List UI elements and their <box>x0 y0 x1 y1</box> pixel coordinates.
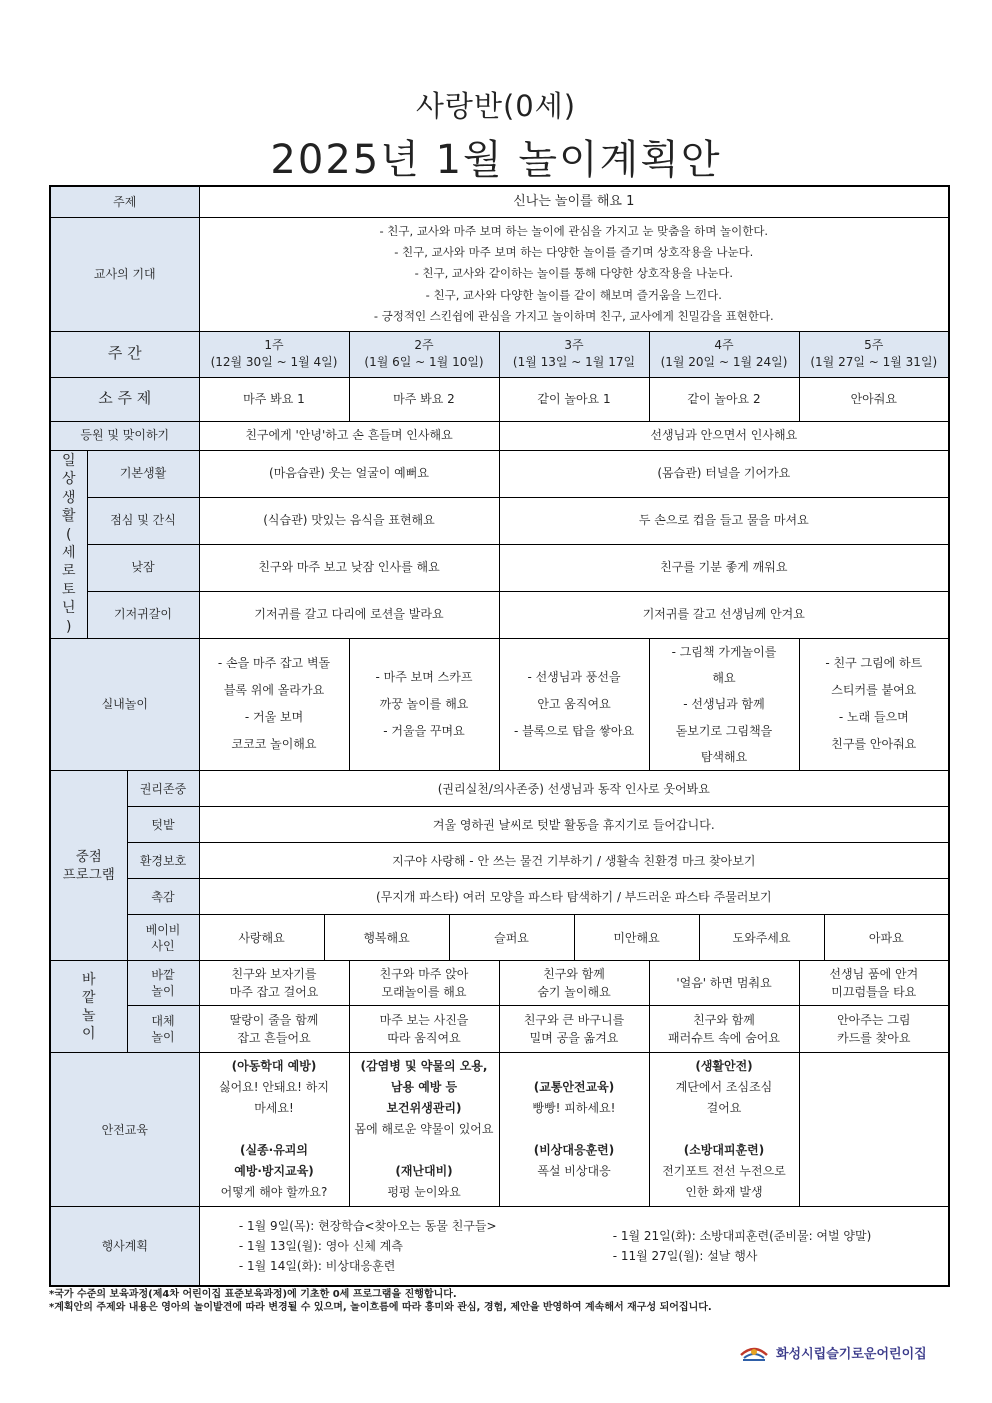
outside-cell <box>199 961 349 1006</box>
alternative-line: 딸랑이 줄을 함께 <box>229 1012 319 1027</box>
focus-rights-value: (권리실천/의사존중) 선생님과 동작 인사로 웃어봐요 <box>199 771 949 807</box>
daily-cell: 기저귀를 갈고 다리에 로션을 발라요 <box>199 591 499 638</box>
expectations-list <box>199 217 949 331</box>
expectation-item: - 친구, 교사와 다양한 놀이를 같이 해보며 즐거움을 느낀다. <box>425 287 722 302</box>
focus-group-line: 프로그램 <box>62 866 115 883</box>
footnote: *계획안의 주제와 내용은 영아의 놀이발견에 따라 변경될 수 있으며, 놀이흐름에 따라 흥미와 관심, 경험, 제안을 반영하여 계속해서 재구성 되어집니다. <box>49 1302 712 1313</box>
greeting-cell: 선생님과 안으면서 인사해요 <box>499 421 949 450</box>
focus-environment-value: 지구야 사랑해 - 안 쓰는 물건 기부하기 / 생활속 친환경 마크 찾아보기 <box>199 843 949 879</box>
events-content <box>199 1207 949 1286</box>
alternative-cell <box>499 1006 649 1053</box>
outdoor-group-char: 바 <box>81 971 96 988</box>
events-label: 행사계획 <box>50 1207 199 1286</box>
week-range: (1월 20일 ~ 1월 24일) <box>660 355 788 369</box>
week-name: 2주 <box>414 337 434 352</box>
outside-cell <box>499 961 649 1006</box>
daily-group-char: ( <box>66 526 72 543</box>
daily-group-label <box>50 450 87 638</box>
subtheme-cell: 같이 놀아요 1 <box>499 377 649 421</box>
indoor-line: - 선생님과 풍선을 <box>527 669 621 684</box>
indoor-line: 코코코 놀이해요 <box>231 737 317 752</box>
safety-line: (비상대응훈련) <box>533 1143 615 1158</box>
greeting-label: 등원 및 맞이하기 <box>50 421 199 450</box>
safety-line: (재난대비) <box>395 1164 453 1179</box>
safety-line: 보건위생관리) <box>386 1101 462 1116</box>
alternative-cell <box>799 1006 949 1053</box>
safety-cell <box>349 1053 499 1207</box>
outdoor-group-char: 깥 <box>81 989 96 1006</box>
daily-row-label: 낮잠 <box>87 544 199 591</box>
safety-cell <box>799 1053 949 1207</box>
daily-cell: 친구와 마주 보고 낮잠 인사를 해요 <box>199 544 499 591</box>
expectation-item: - 긍정적인 스킨쉽에 관심을 가지고 놀이하며 친구, 교사에게 친밀감을 표현한다. <box>373 308 774 323</box>
safety-line <box>502 1119 647 1140</box>
focus-garden-value: 겨울 영하권 날씨로 텃밭 활동을 휴지기로 들어갑니다. <box>199 807 949 843</box>
outside-label-line: 바깥 <box>151 968 175 983</box>
outside-cell <box>649 961 799 1006</box>
alternative-line: 패러슈트 속에 숨어요 <box>668 1031 780 1046</box>
footnote: *국가 수준의 보육과정(제4차 어린이집 표준보육과정)에 기초한 0세 프로그램을 진행합니다. <box>49 1289 457 1300</box>
subtheme-cell: 마주 봐요 1 <box>199 377 349 421</box>
subtheme-cell: 같이 놀아요 2 <box>649 377 799 421</box>
subthemes-label: 소 주 제 <box>50 377 199 421</box>
indoor-line: 해요 <box>712 670 736 685</box>
alternative-line: 마주 보는 사진을 <box>379 1012 469 1027</box>
alternative-line: 친구와 함께 <box>693 1012 755 1027</box>
outside-line: 모래놀이를 해요 <box>381 985 467 1000</box>
indoor-line: 블록 위에 올라가요 <box>223 683 325 698</box>
safety-line: 걸어요 <box>706 1101 742 1116</box>
expectation-item: - 친구, 교사와 같이하는 놀이를 통해 다양한 상호작용을 나눈다. <box>414 266 733 281</box>
safety-cell <box>499 1053 649 1207</box>
daycare-name: 화성시립슬기로운어린이집 <box>776 1346 927 1362</box>
indoor-line: 탐색해요 <box>700 750 748 765</box>
daily-group-char: 일 <box>61 452 76 469</box>
daily-cell: (몸습관) 터널을 기어가요 <box>499 450 949 497</box>
safety-line <box>202 1119 347 1140</box>
daily-group-char: 활 <box>61 508 76 525</box>
class-name: 사랑반(0세) <box>415 89 577 123</box>
daily-cell: 친구를 기분 좋게 깨워요 <box>499 544 949 591</box>
daily-cell: (식습관) 맛있는 음식을 표현해요 <box>199 497 499 544</box>
weeks-label: 주 간 <box>50 331 199 377</box>
daily-row-label: 점심 및 간식 <box>87 497 199 544</box>
safety-line: (감염병 및 약물의 오용, <box>360 1059 488 1074</box>
safety-cell <box>199 1053 349 1207</box>
event-item: - 1월 21일(화): 소방대피훈련(준비물: 여벌 양말) <box>612 1228 872 1243</box>
alternative-line: 친구와 큰 바구니를 <box>523 1012 625 1027</box>
safety-line: (소방대피훈련) <box>683 1143 765 1158</box>
indoor-line: 돋보기로 그림책을 <box>675 723 773 738</box>
alternative-cell <box>349 1006 499 1053</box>
safety-line: (아동학대 예방) <box>231 1059 317 1074</box>
daily-cell: 두 손으로 컵을 들고 물을 마셔요 <box>499 497 949 544</box>
expectation-item: - 친구, 교사와 마주 보며 하는 놀이에 관심을 가지고 눈 맞춤을 하며 놀이한다. <box>379 223 769 238</box>
outside-cell <box>349 961 499 1006</box>
week-name: 4주 <box>714 337 734 352</box>
daycare-logo <box>738 1340 927 1364</box>
week-5 <box>799 331 949 377</box>
daily-cell: (마음습관) 웃는 얼굴이 예뻐요 <box>199 450 499 497</box>
focus-group-label <box>50 771 127 961</box>
indoor-line: 안고 움직여요 <box>537 696 611 711</box>
safety-line: 전기포트 전선 누전으로 <box>662 1164 786 1179</box>
event-item: - 1월 14일(화): 비상대응훈련 <box>238 1259 396 1274</box>
event-item: - 1월 9일(목): 현장학습<찾아오는 동물 친구들> <box>238 1218 497 1233</box>
alternative-line: 안아주는 그림 <box>837 1012 911 1027</box>
alternative-cell <box>649 1006 799 1053</box>
indoor-line: 스티커를 붙여요 <box>831 683 917 698</box>
safety-line: (생활안전) <box>695 1059 753 1074</box>
focus-group-line: 중점 <box>75 848 102 865</box>
week-2 <box>349 331 499 377</box>
safety-line <box>352 1140 497 1161</box>
subtheme-cell: 안아줘요 <box>799 377 949 421</box>
alternative-cell <box>199 1006 349 1053</box>
event-item: - 11월 27일(월): 설날 행사 <box>612 1249 758 1264</box>
daily-group-char: 로 <box>61 563 76 580</box>
week-range: (1월 6일 ~ 1월 10일) <box>364 355 484 369</box>
indoor-line: - 블록으로 탑을 쌓아요 <box>513 723 635 738</box>
expectation-item: - 친구, 교사와 마주 보며 하는 다양한 놀이를 즐기며 상호작용을 나눈다. <box>394 245 754 260</box>
alternative-label-line: 대체 <box>151 1014 175 1029</box>
babysign-cell: 슬퍼요 <box>449 915 574 961</box>
daily-group-char: 닌 <box>61 600 76 617</box>
babysign-cell: 도와주세요 <box>699 915 824 961</box>
outside-line: 친구와 마주 앉아 <box>379 966 469 981</box>
indoor-line: - 거울을 꾸며요 <box>383 723 465 738</box>
safety-line: 펑펑 눈이와요 <box>387 1185 461 1200</box>
focus-rights-label: 권리존중 <box>127 771 199 807</box>
alternative-line: 잡고 흔들어요 <box>237 1031 311 1046</box>
outside-line: 친구와 함께 <box>543 966 605 981</box>
daily-group-char: 토 <box>61 581 76 598</box>
alternative-play-label <box>127 1006 199 1053</box>
week-1 <box>199 331 349 377</box>
indoor-line: 까꿍 놀이를 해요 <box>379 696 469 711</box>
daily-group-char: 세 <box>61 545 76 561</box>
focus-senses-label: 촉감 <box>127 879 199 915</box>
indoor-line: - 노래 들으며 <box>838 710 909 725</box>
outside-play-label <box>127 961 199 1006</box>
alternative-line: 따라 움직여요 <box>387 1031 461 1046</box>
safety-line: 몸에 해로운 약물이 있어요 <box>354 1122 494 1137</box>
babysign-cell: 아파요 <box>824 915 949 961</box>
indoor-line: - 그림책 가게놀이를 <box>671 644 777 659</box>
theme-value: 신나는 놀이를 해요 1 <box>199 186 949 217</box>
daily-group-char: 상 <box>61 471 76 488</box>
daily-group-char: ) <box>66 618 72 635</box>
indoor-label: 실내놀이 <box>50 638 199 771</box>
daily-row-label: 기본생활 <box>87 450 199 497</box>
indoor-cell <box>199 638 349 771</box>
alternative-line: 밀며 공을 옮겨요 <box>529 1031 619 1046</box>
safety-line: (교통안전교육) <box>533 1080 615 1095</box>
babysign-cell: 사랑해요 <box>199 915 324 961</box>
daily-group-char: 생 <box>61 489 76 506</box>
safety-line: 예방·방지교육) <box>234 1164 314 1179</box>
indoor-cell <box>799 638 949 771</box>
indoor-line: - 손을 마주 잡고 벽돌 <box>217 656 331 671</box>
play-plan-table <box>49 185 950 1287</box>
week-3 <box>499 331 649 377</box>
greeting-cell: 친구에게 '안녕'하고 손 흔들며 인사해요 <box>199 421 499 450</box>
page-title: 2025년 1월 놀이계획안 <box>270 137 722 183</box>
week-4 <box>649 331 799 377</box>
focus-babysign-label <box>127 915 199 961</box>
indoor-cell <box>649 638 799 771</box>
subtheme-cell: 마주 봐요 2 <box>349 377 499 421</box>
outdoor-group-char: 놀 <box>81 1007 96 1024</box>
expectations-label: 교사의 기대 <box>50 217 199 331</box>
indoor-cell <box>499 638 649 771</box>
outside-cell <box>799 961 949 1006</box>
outside-line: 미끄럼틀을 타요 <box>831 985 917 1000</box>
outside-line: 마주 잡고 걸어요 <box>229 985 319 1000</box>
safety-line: 계단에서 조심조심 <box>675 1080 773 1095</box>
safety-line <box>652 1119 797 1140</box>
safety-line: 싫어요! 안돼요! 하지 <box>219 1080 329 1095</box>
safety-line: 인한 화재 발생 <box>685 1185 763 1200</box>
babysign-cell: 미안해요 <box>574 915 699 961</box>
safety-line: (실종·유괴의 <box>239 1143 308 1158</box>
daily-row-label: 기저귀갈이 <box>87 591 199 638</box>
outside-line: 숨기 놀이해요 <box>537 985 611 1000</box>
events-left-list <box>239 1216 609 1277</box>
babysign-cell: 행복해요 <box>324 915 449 961</box>
safety-line: 마세요! <box>254 1101 294 1116</box>
babysign-label-line: 베이비 <box>145 922 181 937</box>
safety-cell <box>649 1053 799 1207</box>
focus-senses-value: (무지개 파스타) 여러 모양을 파스타 탐색하기 / 부드러운 파스타 주물러보기 <box>199 879 949 915</box>
outside-line: 친구와 보자기를 <box>231 966 317 981</box>
week-name: 3주 <box>564 337 584 352</box>
outside-label-line: 놀이 <box>151 984 175 999</box>
outside-line: 선생님 품에 안겨 <box>829 966 919 981</box>
safety-line: 남용 예방 등 <box>390 1080 458 1095</box>
indoor-cell <box>349 638 499 771</box>
safety-line: 폭설 비상대응 <box>537 1164 611 1179</box>
safety-line: 어떻게 해야 할까요? <box>220 1185 328 1200</box>
indoor-line: - 마주 보며 스카프 <box>375 669 473 684</box>
outdoor-group-label <box>50 961 127 1053</box>
focus-environment-label: 환경보호 <box>127 843 199 879</box>
week-name: 1주 <box>264 337 284 352</box>
week-range: (12월 30일 ~ 1월 4일) <box>210 355 338 369</box>
outdoor-group-char: 이 <box>81 1026 96 1043</box>
safety-line: 빵빵! 피하세요! <box>532 1101 616 1116</box>
focus-garden-label: 텃밭 <box>127 807 199 843</box>
safety-label: 안전교육 <box>50 1053 199 1207</box>
indoor-line: - 선생님과 함께 <box>683 697 765 712</box>
indoor-line: - 친구 그림에 하트 <box>825 656 923 671</box>
events-right-list <box>613 1226 913 1267</box>
event-item: - 1월 13일(월): 영아 신체 계측 <box>238 1239 403 1253</box>
indoor-line: - 거울 보며 <box>244 710 304 725</box>
alternative-label-line: 놀이 <box>151 1030 175 1045</box>
week-range: (1월 27일 ~ 1월 31일) <box>810 355 938 369</box>
week-range: (1월 13일 ~ 1월 17일 <box>512 355 636 369</box>
indoor-line: 친구를 안아줘요 <box>831 737 917 752</box>
alternative-line: 카드를 찾아요 <box>837 1031 911 1046</box>
babysign-label-line: 사인 <box>151 938 175 953</box>
daycare-emblem-icon <box>738 1341 770 1363</box>
daily-cell: 기저귀를 갈고 선생님께 안겨요 <box>499 591 949 638</box>
outside-line: '얼음' 하면 멈춰요 <box>676 976 772 991</box>
theme-label: 주제 <box>50 186 199 217</box>
week-name: 5주 <box>864 337 884 352</box>
